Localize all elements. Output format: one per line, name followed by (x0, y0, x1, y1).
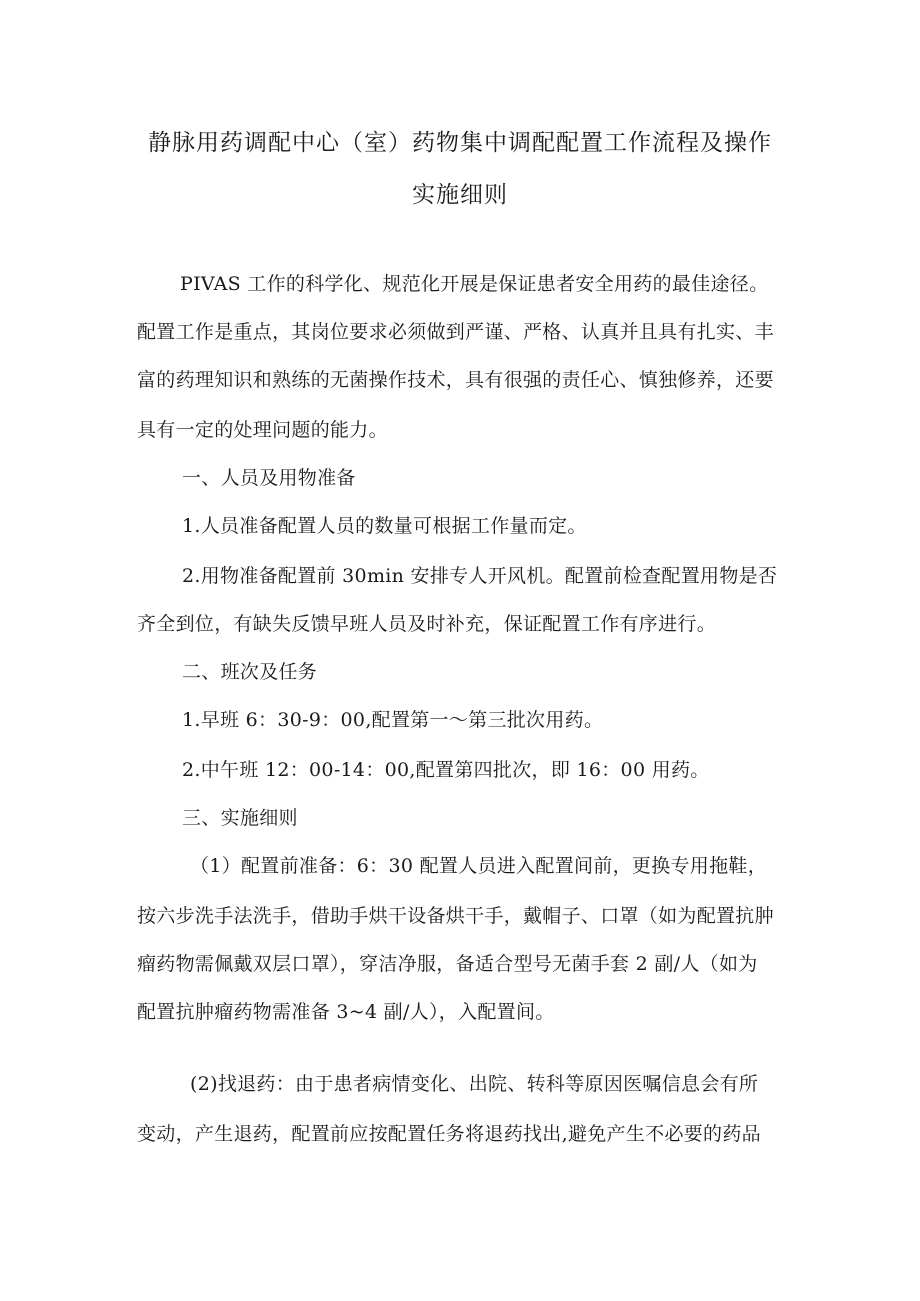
section-3-para-2-line-1: (2)找退药：由于患者病情变化、出院、转科等原因医嘱信息会有所 (190, 1073, 759, 1095)
section-1-item-1: 1.人员准备配置人员的数量可根据工作量而定。 (182, 515, 587, 537)
section-2-item-1: 1.早班 6：30-9：00,配置第一～第三批次用药。 (182, 709, 604, 731)
section-3-para-1-line-3: 瘤药物需佩戴双层口罩），穿洁净服，备适合型号无菌手套 2 副/人（如为 (137, 953, 758, 975)
section-3-para-1-line-2: 按六步洗手法洗手，借助手烘干设备烘干手，戴帽子、口罩（如为配置抗肿 (137, 905, 774, 927)
document-title-line-2: 实施细则 (412, 182, 508, 208)
intro-line-4: 具有一定的处理问题的能力。 (137, 419, 388, 441)
section-1-heading: 一、人员及用物准备 (182, 467, 356, 489)
intro-line-3: 富的药理知识和熟练的无菌操作技术，具有很强的责任心、慎独修养，还要 (137, 369, 774, 391)
intro-line-1: PIVAS 工作的科学化、规范化开展是保证患者安全用药的最佳途径。 (180, 273, 769, 295)
section-2-item-2: 2.中午班 12：00-14：00,配置第四批次，即 16：00 用药。 (182, 759, 710, 781)
section-3-para-2-line-2: 变动，产生退药，配置前应按配置任务将退药找出,避免产生不必要的药品 (137, 1123, 761, 1145)
section-1-item-2-line-1: 2.用物准备配置前 30min 安排专人开风机。配置前检查配置用物是否 (182, 565, 778, 587)
section-2-heading: 二、班次及任务 (182, 661, 318, 683)
intro-line-2: 配置工作是重点，其岗位要求必须做到严谨、严格、认真并且具有扎实、丰 (137, 321, 774, 343)
section-1-item-2-line-2: 齐全到位，有缺失反馈早班人员及时补充，保证配置工作有序进行。 (137, 613, 717, 635)
section-3-para-1-line-4: 配置抗肿瘤药物需准备 3~4 副/人），入配置间。 (137, 1001, 555, 1023)
section-3-para-1-line-1: （1）配置前准备：6：30 配置人员进入配置间前，更换专用拖鞋， (190, 855, 767, 877)
document-title-line-1: 静脉用药调配中心（室）药物集中调配配置工作流程及操作 (148, 130, 772, 156)
section-3-heading: 三、实施细则 (182, 807, 298, 829)
